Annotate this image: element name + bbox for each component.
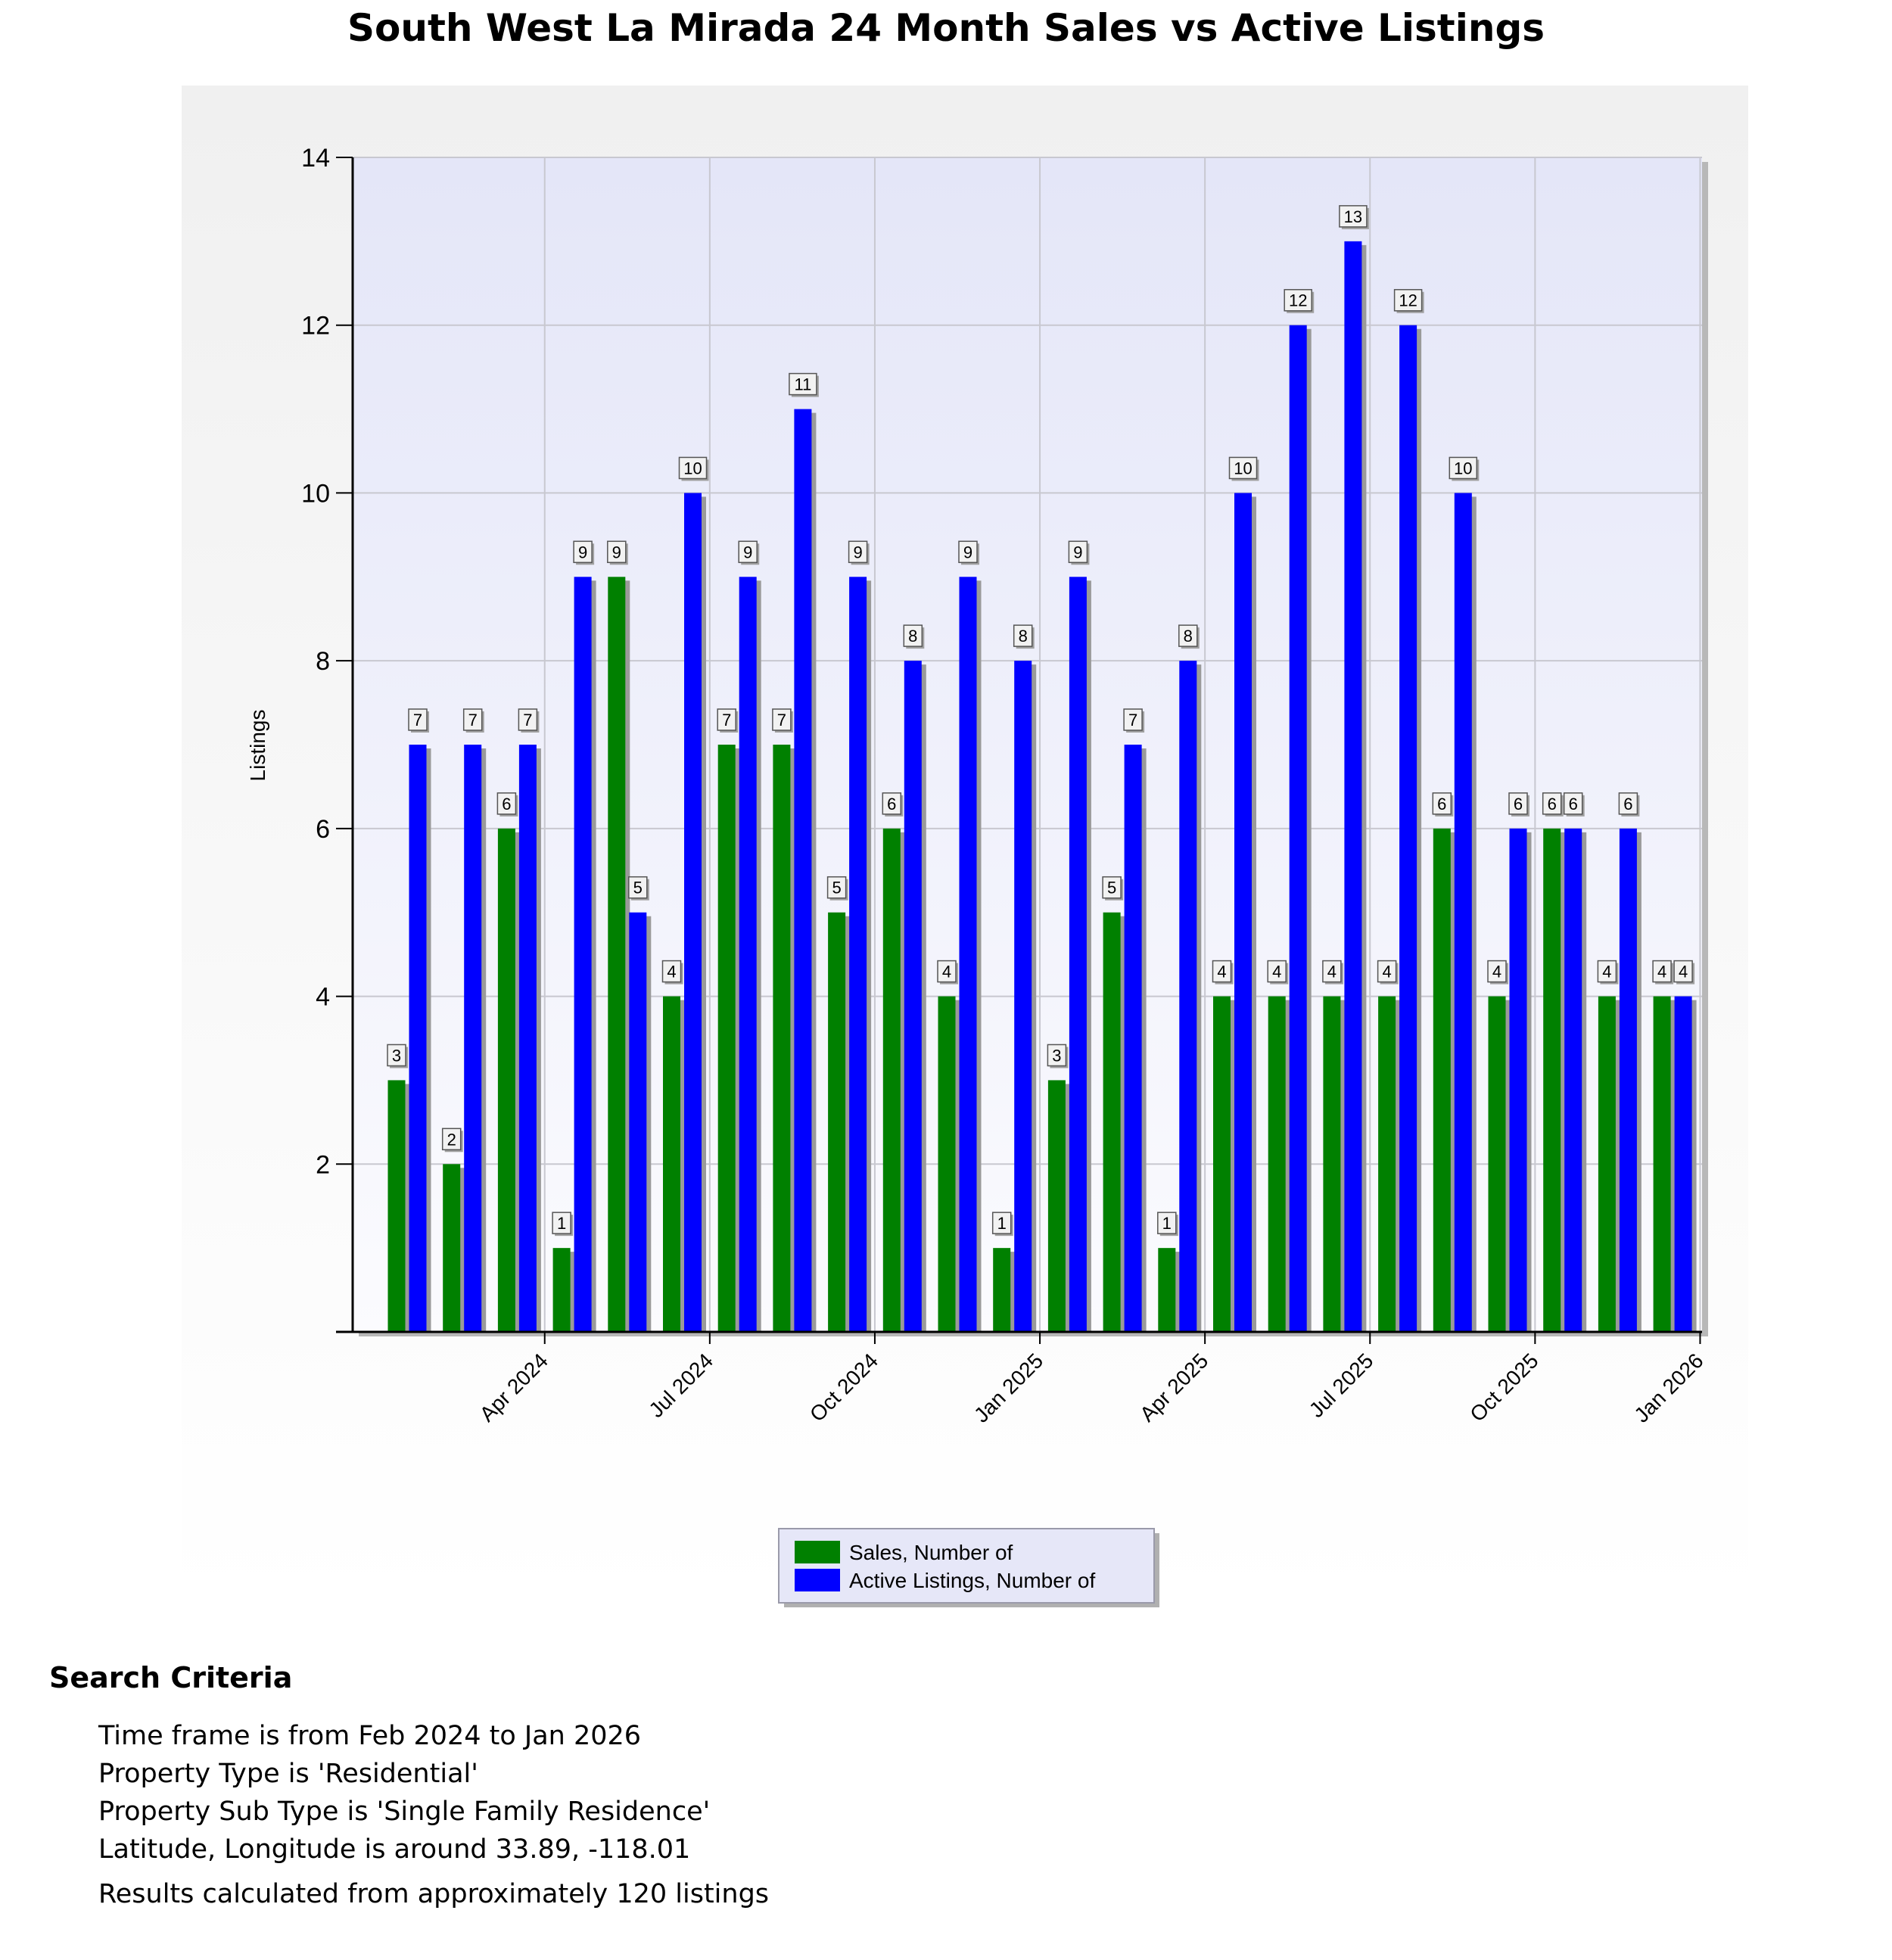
data-label-active-listings: 8 <box>908 627 918 646</box>
bar-active-listings <box>1125 745 1142 1332</box>
bar-sales <box>883 829 901 1332</box>
data-label-sales: 5 <box>1106 878 1117 898</box>
bar-active-listings <box>1675 997 1692 1332</box>
bar-active-listings <box>1620 829 1637 1332</box>
criteria-line-property-type: Property Type is 'Residential' <box>98 1759 478 1789</box>
bar-active-listings <box>1399 325 1417 1332</box>
bar-active-listings <box>1344 241 1361 1332</box>
data-label-sales: 3 <box>1052 1046 1062 1066</box>
data-label-sales: 4 <box>1217 962 1227 982</box>
data-label-active-listings: 9 <box>577 543 588 562</box>
legend-label-sales: Sales, Number of <box>849 1541 1013 1564</box>
data-label-active-listings: 6 <box>1623 794 1633 814</box>
data-label-active-listings: 12 <box>1399 291 1417 310</box>
bar-sales <box>1433 829 1451 1332</box>
data-label-sales: 4 <box>1492 962 1502 982</box>
data-label-active-listings: 6 <box>1513 794 1523 814</box>
bar-sales <box>1598 997 1616 1332</box>
bar-active-listings <box>1510 829 1527 1332</box>
x-tick-label: Oct 2025 <box>1465 1349 1543 1426</box>
criteria-line-property-sub-type: Property Sub Type is 'Single Family Residence' <box>98 1797 711 1827</box>
data-label-active-listings: 9 <box>1073 543 1083 562</box>
data-label-sales: 4 <box>1657 962 1667 982</box>
data-label-active-listings: 8 <box>1183 627 1193 646</box>
x-tick-label: Jan 2026 <box>1629 1349 1708 1427</box>
data-label-sales: 9 <box>611 543 621 562</box>
y-tick-label: 10 <box>301 479 330 509</box>
data-label-active-listings: 10 <box>683 459 702 478</box>
bar-sales <box>663 997 680 1332</box>
bar-sales <box>1378 997 1396 1332</box>
bar-active-listings <box>684 493 702 1332</box>
bar-active-listings <box>464 745 481 1332</box>
data-label-sales: 4 <box>1327 962 1337 982</box>
bar-sales <box>443 1164 460 1332</box>
data-label-sales: 6 <box>1547 794 1557 814</box>
data-label-sales: 4 <box>1602 962 1612 982</box>
bar-active-listings <box>519 745 537 1332</box>
data-label-active-listings: 7 <box>468 711 478 730</box>
data-label-active-listings: 6 <box>1568 794 1578 814</box>
data-label-active-listings: 8 <box>1018 627 1028 646</box>
data-label-sales: 7 <box>776 711 787 730</box>
bar-sales <box>718 745 736 1332</box>
bar-sales <box>1158 1248 1175 1332</box>
search-criteria <box>49 1661 1563 1909</box>
bar-active-listings <box>960 577 977 1332</box>
bar-sales <box>1543 829 1561 1332</box>
x-tick-label: Jul 2025 <box>1304 1349 1378 1423</box>
bar-sales <box>608 577 625 1332</box>
data-label-sales: 2 <box>447 1130 456 1150</box>
bar-sales <box>1268 997 1286 1332</box>
bar-sales <box>938 997 956 1332</box>
bar-active-listings <box>794 409 811 1332</box>
bar-sales <box>388 1080 406 1332</box>
y-tick-label: 2 <box>316 1150 330 1180</box>
criteria-line-time-frame: Time frame is from Feb 2024 to Jan 2026 <box>98 1721 642 1751</box>
data-label-sales: 6 <box>1437 794 1447 814</box>
y-tick-label: 8 <box>316 647 330 677</box>
y-tick-label: 12 <box>301 311 330 341</box>
legend-label-active-listings: Active Listings, Number of <box>849 1569 1096 1592</box>
data-label-active-listings: 13 <box>1343 207 1363 226</box>
data-label-sales: 5 <box>832 878 842 898</box>
data-label-sales: 1 <box>1162 1214 1172 1234</box>
data-label-sales: 6 <box>887 794 897 814</box>
bar-sales <box>1654 997 1671 1332</box>
bar-active-listings <box>1069 577 1087 1332</box>
bar-active-listings <box>629 913 646 1332</box>
y-tick-label: 4 <box>316 982 330 1012</box>
search-criteria-heading: Search Criteria <box>49 1661 293 1694</box>
data-label-active-listings: 11 <box>794 375 812 394</box>
bar-active-listings <box>849 577 867 1332</box>
data-label-sales: 1 <box>997 1214 1007 1234</box>
bar-active-listings <box>409 745 427 1332</box>
data-label-sales: 4 <box>941 962 952 982</box>
data-label-sales: 1 <box>556 1214 567 1234</box>
bar-active-listings <box>739 577 757 1332</box>
data-label-active-listings: 9 <box>963 543 973 562</box>
x-tick-label: Jan 2025 <box>969 1349 1048 1427</box>
data-label-sales: 4 <box>1272 962 1282 982</box>
data-label-sales: 4 <box>667 962 677 982</box>
data-label-sales: 4 <box>1382 962 1392 982</box>
data-label-active-listings: 7 <box>523 711 533 730</box>
data-label-active-listings: 5 <box>633 878 643 898</box>
data-label-active-listings: 10 <box>1234 459 1253 478</box>
data-label-active-listings: 10 <box>1454 459 1473 478</box>
bar-sales <box>993 1248 1010 1332</box>
search-criteria-lines <box>98 1717 1563 1868</box>
data-label-active-listings: 4 <box>1678 962 1688 982</box>
data-label-active-listings: 7 <box>1128 711 1138 730</box>
data-label-active-listings: 7 <box>412 711 423 730</box>
legend-swatch-sales <box>795 1541 840 1563</box>
data-label-active-listings: 9 <box>743 543 753 562</box>
bar-active-listings <box>904 661 922 1332</box>
x-tick-label: Apr 2025 <box>1135 1349 1213 1426</box>
chart-title: South West La Mirada 24 Month Sales vs Active Listings <box>347 6 1545 50</box>
data-label-sales: 7 <box>722 711 732 730</box>
y-tick-label: 6 <box>316 814 330 844</box>
criteria-result: Results calculated from approximately 120 listings <box>98 1879 770 1909</box>
bar-sales <box>773 745 790 1332</box>
data-label-sales: 6 <box>502 794 512 814</box>
bar-active-listings <box>574 577 592 1332</box>
bar-active-listings <box>1455 493 1472 1332</box>
bar-active-listings <box>1564 829 1582 1332</box>
y-axis-label: Listings <box>246 709 269 782</box>
bar-sales <box>553 1248 571 1332</box>
bar-active-listings <box>1014 661 1032 1332</box>
legend-swatch-active-listings <box>795 1569 840 1591</box>
bar-sales <box>1048 1080 1066 1332</box>
bar-sales <box>1323 997 1340 1332</box>
bar-sales <box>828 913 845 1332</box>
legend <box>779 1529 1159 1607</box>
criteria-line-location: Latitude, Longitude is around 33.89, -118.01 <box>98 1834 691 1865</box>
x-tick-label: Apr 2024 <box>475 1349 552 1426</box>
bar-active-listings <box>1234 493 1252 1332</box>
bar-active-listings <box>1290 325 1307 1332</box>
y-tick-label: 14 <box>301 144 330 173</box>
bar-sales <box>1489 997 1506 1332</box>
data-label-active-listings: 9 <box>853 543 863 562</box>
bar-sales <box>1103 913 1121 1332</box>
x-tick-label: Oct 2024 <box>804 1349 883 1426</box>
data-label-active-listings: 12 <box>1288 291 1308 310</box>
bar-active-listings <box>1179 661 1197 1332</box>
bar-sales <box>498 829 515 1332</box>
data-label-sales: 3 <box>391 1046 402 1066</box>
bar-sales <box>1213 997 1231 1332</box>
x-tick-label: Jul 2024 <box>644 1349 718 1423</box>
